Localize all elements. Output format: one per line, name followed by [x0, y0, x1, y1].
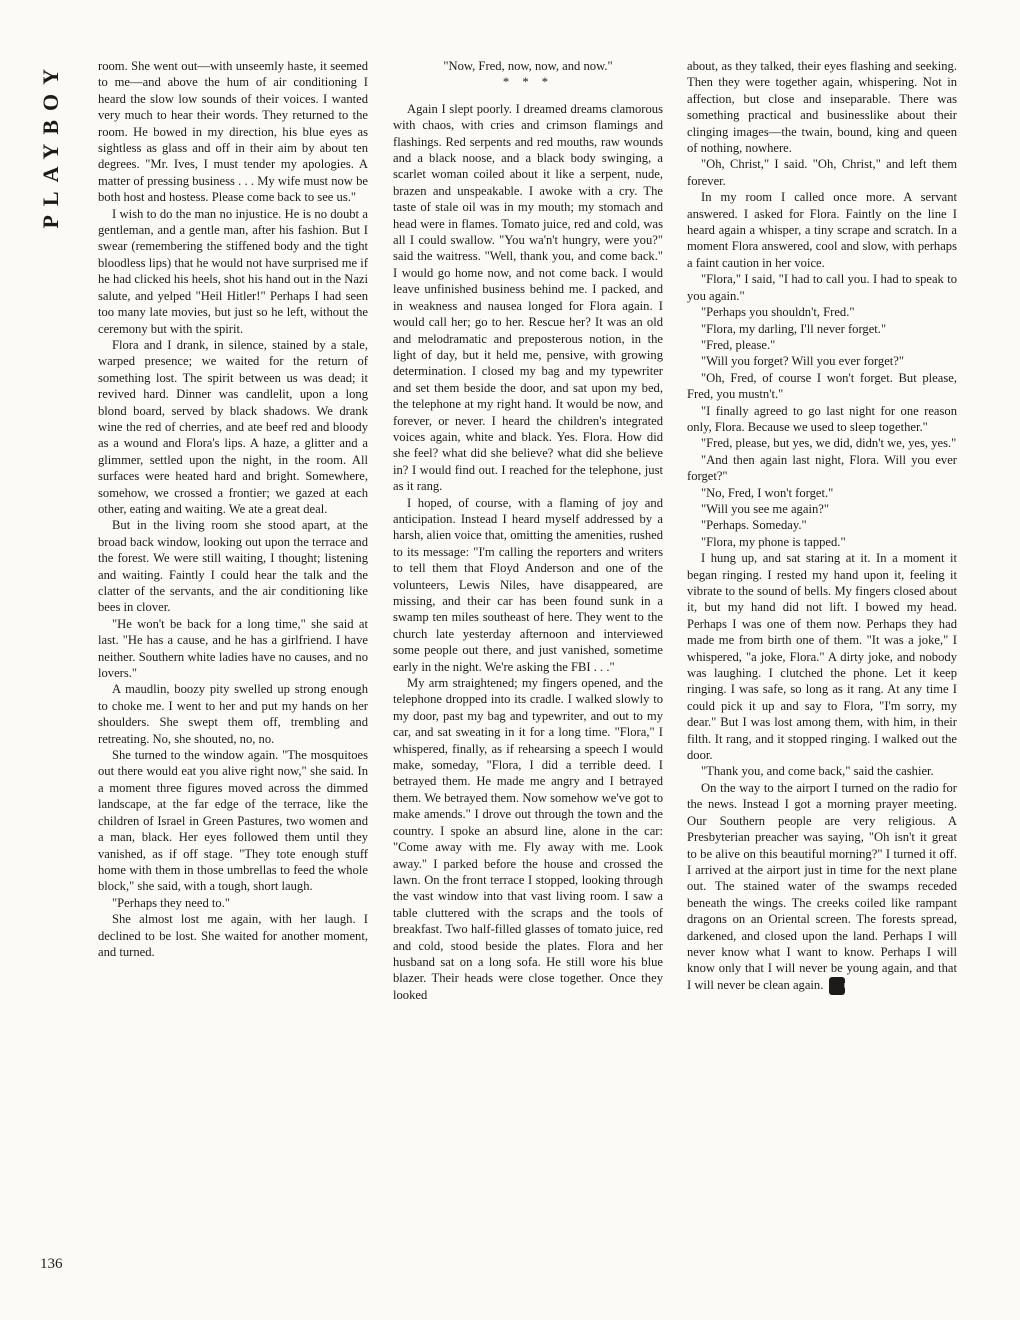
- paragraph-text: She turned to the window again. "The mosquitoes out there would eat you alive right now," she said. In a moment three figures moved across the dimmed landscape, at the far edge of the terrace, like the children of Israel in Green Pastures, two women and a man, black. Her eyes followed them until they vanished, as if off stage. "They tote enough stuff home with them in those umbrellas to feed the whole block," she said, with a tough, short laugh.: [98, 748, 368, 894]
- paragraph-text: "Flora," I said, "I had to call you. I had to speak to you again.": [687, 272, 957, 303]
- page-number: 136: [40, 1256, 63, 1272]
- paragraph: [687, 501, 957, 517]
- paragraph-text: On the way to the airport I turned on the radio for the news. Instead I got a morning prayer meeting. Our Southern people are very religious. A Presbyterian preacher was saying, "Oh isn't it great to be alive on this beautiful morning?" I turned it off. I arrived at the airport just in time for the next plane out. The stained water of the swamps receded beneath the wings. The creeks coiled like rampant dragons on an Oriental screen. The forests spread, darkened, and closed upon the land. Perhaps I will never know what I want to know. Perhaps I will know only that I will never be young again, and that I will never be clean again.: [687, 780, 957, 992]
- paragraph-text: "Fred, please.": [701, 337, 776, 352]
- paragraph: [98, 747, 368, 895]
- paragraph-text: Flora and I drank, in silence, stained by a stale, warped presence; we waited for the return of something lost. The spirit between us was dead; it revived hard. Dinner was candlelit, upon a long blond board, served by black shadows. We drank wine the red of cherries, and ate beef red and bloody as a wound and Flora's lips. A haze, a glitter and a glimmer, settled upon the night, in the room. All surfaces were heated hard and bright. Somewhere, somehow, we crossed a frontier; we gazed at each other, eating and waiting. We ate a great deal.: [98, 337, 368, 516]
- paragraph: [687, 763, 957, 779]
- paragraph: [687, 517, 957, 533]
- paragraph: [98, 58, 368, 206]
- paragraph: [98, 337, 368, 517]
- paragraph: [687, 353, 957, 369]
- paragraph: [687, 435, 957, 451]
- paragraph-text: "Flora, my phone is tapped.": [701, 534, 846, 549]
- text-column-1: [98, 58, 368, 960]
- end-of-article-rabbit-icon: ◉: [829, 977, 845, 995]
- paragraph-text: "Thank you, and come back," said the cashier.: [701, 764, 934, 779]
- paragraph-text: "Perhaps. Someday.": [701, 518, 807, 533]
- paragraph: [393, 74, 663, 90]
- paragraph-text: I hung up, and sat staring at it. In a moment it began ringing. I rested my hand upon it, feeling it vibrate to the sound of bells. My fingers closed about it, but my hand did not lift. I bowed my head. Perhaps I was one of them now. Perhaps they had made me from birth one of them. "It was a joke," I whispered, "a joke, Flora." A dirty joke, and nobody was laughing. I clutched the phone. Let it keep ringing. I was safe, so long as it rang. At any time I could pick it up and say to Flora, "I'm sorry, my dear." But I was lost among them, with him, in their filth. It rang, and it stopped ringing. I walked out the door.: [687, 551, 957, 763]
- paragraph: [687, 452, 957, 485]
- paragraph-text: "Fred, please, but yes, we did, didn't we, yes, yes.": [701, 436, 957, 451]
- paragraph: [687, 370, 957, 403]
- paragraph-text: "Will you forget? Will you ever forget?": [701, 354, 905, 369]
- paragraph: [393, 101, 663, 495]
- paragraph-text: "And then again last night, Flora. Will you ever forget?": [687, 452, 957, 484]
- text-column-3: [687, 58, 957, 995]
- paragraph: [687, 156, 957, 189]
- paragraph-text: "Oh, Christ," I said. "Oh, Christ," and left them forever.: [687, 157, 957, 188]
- paragraph: [98, 616, 368, 682]
- paragraph: [98, 517, 368, 615]
- paragraph: [393, 675, 663, 1003]
- paragraph-text: room. She went out—with unseemly haste, it seemed to me—and above the hum of air conditioning I heard the slow low sounds of their voices. I wanted very much to hear their words. They returned to the room. He bowed in my direction, his blue eyes as sightless as glass and off in their aim by about ten degrees. "Mr. Ives, I must tender my apologies. A matter of pressing business . . . My wife must now be both host and hostess. Please come back to see us.": [98, 59, 368, 205]
- paragraph: [687, 321, 957, 337]
- paragraph: [687, 189, 957, 271]
- paragraph: [687, 304, 957, 320]
- paragraph-text: I hoped, of course, with a flaming of joy and anticipation. Instead I heard myself addressed by a harsh, alien voice that, omitting the amenities, rushed to its message: "I'm calling the reporters and writers to tell them that Floyd Anderson and one of the volunteers, Lewis Niles, have disappeared, are missing, and their car has been found sunk in a swamp ten miles southeast of here. They went to the church late yesterday afternoon and interviewed some people out there, and just vanished, sometime early in the night. We're asking the FBI . . .": [393, 495, 663, 674]
- paragraph: [687, 271, 957, 304]
- paragraph-text: "Perhaps they need to.": [112, 895, 230, 910]
- paragraph: [98, 895, 368, 911]
- paragraph-text: "Perhaps you shouldn't, Fred.": [701, 305, 855, 320]
- paragraph-text: "Now, Fred, now, now, and now.": [443, 59, 613, 73]
- paragraph-text: I wish to do the man no injustice. He is no doubt a gentleman, and a gentle man, after his fashion. But I swear (remembering the stiffened body and the tight bloodless lips) that he would not have surprised me if he had clicked his heels, shot his hand out in the Nazi salute, and yelped "Heil Hitler!" Perhaps I had seen too many late movies, but just so he left, without the ceremony but with the spirit.: [98, 206, 369, 336]
- paragraph-text: "I finally agreed to go last night for one reason only, Flora. Because we used to sleep together.": [687, 403, 957, 434]
- paragraph: [687, 403, 957, 436]
- paragraph-text: Again I slept poorly. I dreamed dreams clamorous with chaos, with cries and crimson flamings and flashings. Red serpents and red mouths, raw wounds and a black noose, and a black body swinging, a scarlet woman coiled about it like a serpent, nude, brazen and unspeakable. I awoke with a cry. The taste of stale oil was in my mouth; my stomach and head were in flames. Tomato juice, red and cold, was all I could swallow. "You wa'n't hungry, were you?" said the waitress. "Well, thank you, and come back." I would go home now, and not come back. I would leave unfinished business behind me. I packed, and in weakness and nausea longed for Flora again. I would call her; go to her. Rescue her? It was an old and melodramatic and preposterous notion, in the light of day, but it held me, pensive, with growing determination. I closed my bag and my typewriter and set them beside the door, and sat upon my bed, the telephone at my right hand. It would be now, and forever, or never. I heard the children's integrated voices again, white and black. Yes. Flora. How did she feel? what did she believe? what did she believe in? I would find out. I reached for the telephone, just as it rang.: [393, 101, 663, 494]
- paragraph: [687, 485, 957, 501]
- paragraph-text: "Oh, Fred, of course I won't forget. But please, Fred, you mustn't.": [687, 370, 957, 402]
- paragraph-text: about, as they talked, their eyes flashing and seeking. Then they were together again, whispering. Not in affection, but close and inseparable. There was something practical and businesslike about their clinging images—the twain, bound, king and queen of nothing, nowhere.: [687, 59, 957, 156]
- text-column-2: [393, 58, 663, 1003]
- paragraph-text: She almost lost me again, with her laugh. I declined to be lost. She waited for another moment, and turned.: [98, 912, 368, 959]
- paragraph-text: But in the living room she stood apart, at the broad back window, looking out upon the terrace and the forest. We were still waiting, I thought; listening and waiting. Faintly I could hear the talk and the clatter of the servants, and the air conditioning like bees in clover.: [98, 518, 368, 615]
- paragraph-text: "Will you see me again?": [701, 501, 829, 516]
- paragraph: [687, 550, 957, 763]
- paragraph-text: * * *: [502, 75, 554, 90]
- paragraph-text: "No, Fred, I won't forget.": [701, 485, 834, 500]
- paragraph: [98, 206, 368, 337]
- paragraph: [687, 780, 957, 995]
- paragraph: [393, 58, 663, 74]
- paragraph: [98, 911, 368, 960]
- paragraph-text: In my room I called once more. A servant answered. I asked for Flora. Faintly on the line I heard again a whisper, a tiny scrape and scratch. In a moment Flora answered, cool and slow, with perhaps a faint caution in her voice.: [687, 190, 957, 270]
- paragraph-text: "He won't be back for a long time," she said at last. "He has a cause, and he has a girlfriend. I have neither. Southern white ladies have no causes, and no lovers.": [98, 616, 368, 681]
- paragraph-text: "Flora, my darling, I'll never forget.": [701, 321, 887, 336]
- paragraph-text: A maudlin, boozy pity swelled up strong enough to choke me. I went to her and put my hands on her shoulders. She swept them off, trembling and retreating. No, she shouted, no, no.: [98, 682, 368, 746]
- paragraph: [687, 534, 957, 550]
- paragraph: [393, 495, 663, 675]
- paragraph: [687, 337, 957, 353]
- paragraph: [687, 58, 957, 156]
- paragraph-text: My arm straightened; my fingers opened, and the telephone dropped into its cradle. I walked slowly to my door, past my bag and typewriter, and out to my car, and sat sweating in it for a long time. "Flora," I whispered, finally, as if rehearsing a speech I would make, someday, "Flora, I did a terrible deed. I betrayed them. He made me angry and I betrayed them. We betrayed them. Now somehow we've got to make amends." I drove out through the town and the country. I spoke an absurd line, alone in the car: "Come away with me. Fly away with me. Look away." I parked before the house and crossed the lawn. On the front terrace I stopped, looking through the vast window into that vast living room. I saw a table cluttered with the scraps and the tools of breakfast. Two half-filled glasses of tomato juice, red and cold, stood beside the plates. Flora and her husband sat on a long sofa. He still wore his blue blazer. Their heads were close together. Once they looked: [393, 676, 663, 1002]
- magazine-masthead: PLAYBOY: [38, 60, 63, 229]
- paragraph: [98, 681, 368, 747]
